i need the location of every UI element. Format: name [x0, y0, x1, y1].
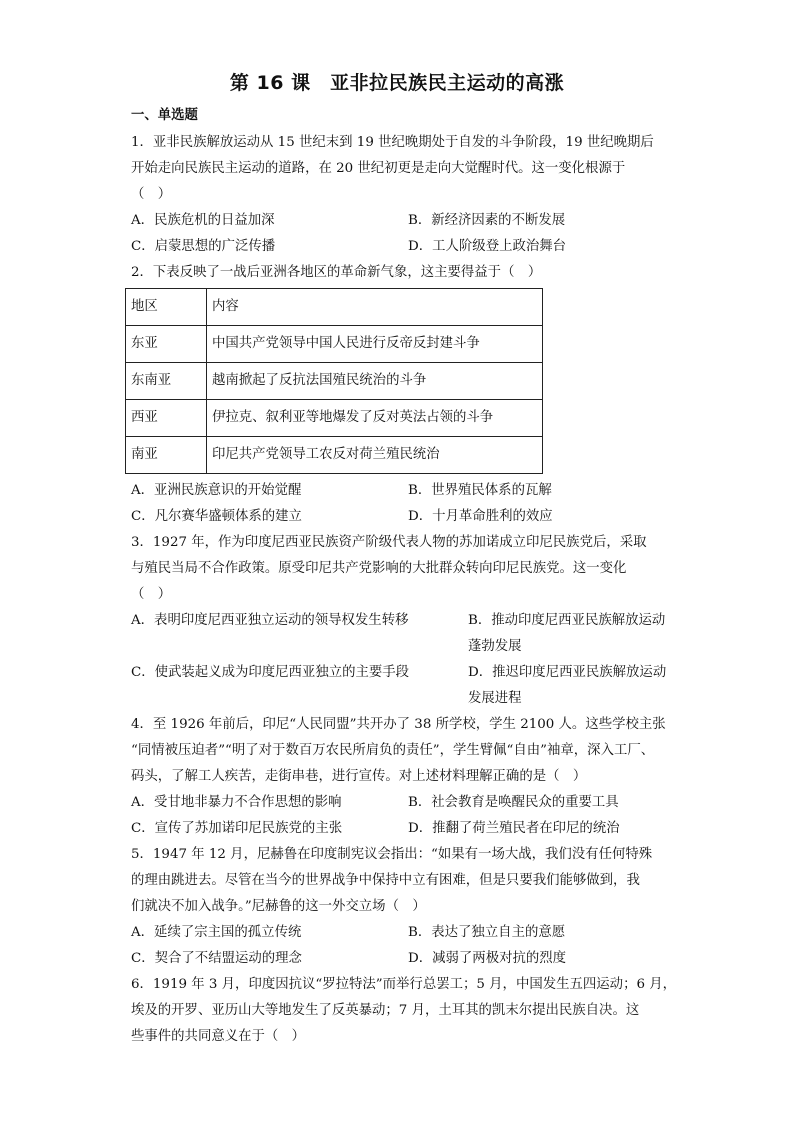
question-text-line: 们就决不加入战争。”尼赫鲁的这一外交立场（ ） [131, 899, 426, 914]
option-a: A．亚洲民族意识的开始觉醒 [131, 483, 302, 498]
section-heading: 一、单选题 [131, 108, 198, 123]
option-b: B．新经济因素的不断发展 [408, 213, 566, 228]
table-cell: 伊拉克、叙利亚等地爆发了反对英法占领的斗争 [207, 400, 543, 437]
option-d: D．工人阶级登上政治舞台 [408, 239, 567, 254]
table-row [126, 363, 543, 400]
table-row [126, 400, 543, 437]
table-row [126, 437, 543, 474]
question-text-line: 3．1927 年，作为印度尼西亚民族资产阶级代表人物的苏加诺成立印尼民族党后，采取 [131, 535, 647, 550]
option-d: D．推迟印度尼西亚民族解放运动发展进程 [468, 665, 667, 706]
option-c: C．宣传了苏加诺印尼民族党的主张 [131, 821, 343, 836]
question-text-line: 码头，了解工人疾苦，走街串巷，进行宣传。对上述材料理解正确的是（ ） [131, 769, 587, 784]
question-6 [131, 972, 677, 1050]
question-3 [131, 530, 671, 712]
question-text-line: （ ） [131, 187, 172, 202]
option-a: A．民族危机的日益加深 [131, 213, 275, 228]
option-b: B．推动印度尼西亚民族解放运动蓬勃发展 [468, 613, 666, 654]
question-text-line: 与殖民当局不合作政策。原受印尼共产党影响的大批群众转向印尼民族党。这一变化 [131, 561, 627, 576]
table-cell: 越南掀起了反抗法国殖民统治的斗争 [207, 363, 543, 400]
option-c: C．使武装起义成为印度尼西亚独立的主要手段 [131, 665, 410, 680]
region-table [125, 288, 543, 474]
option-d: D．十月革命胜利的效应 [408, 509, 553, 524]
question-text-line: 些事件的共同意义在于（ ） [131, 1029, 306, 1044]
question-text-line: 1．亚非民族解放运动从 15 世纪末到 19 世纪晚期处于自发的斗争阶段，19 世纪晚期后 [131, 135, 654, 150]
option-a: A．延续了宗主国的孤立传统 [131, 925, 302, 940]
answer-options [131, 208, 671, 260]
table-cell: 南亚 [126, 437, 207, 474]
table-cell: 西亚 [126, 400, 207, 437]
question-text-line: 6．1919 年 3 月，印度因抗议“罗拉特法”而举行总罢工；5 月，中国发生五四运动；6 月， [131, 977, 677, 992]
option-b: B．世界殖民体系的瓦解 [408, 483, 552, 498]
option-b: B．社会教育是唤醒民众的重要工具 [408, 795, 619, 810]
question-2 [131, 260, 671, 530]
table-header-row [126, 289, 543, 326]
question-text-line: 4．至 1926 年前后，印尼“人民同盟”共开办了 38 所学校，学生 2100 人。这些学校主张 [131, 717, 666, 732]
table-cell: 东亚 [126, 326, 207, 363]
option-d: D．推翻了荷兰殖民者在印尼的统治 [408, 821, 620, 836]
lesson-title: 第 16 课 亚非拉民族民主运动的高涨 [229, 72, 565, 94]
option-b: B．表达了独立自主的意愿 [408, 925, 566, 940]
answer-options [131, 608, 671, 712]
table-row [126, 326, 543, 363]
question-text-line: 5．1947 年 12 月，尼赫鲁在印度制宪议会指出：“如果有一场大战，我们没有任何特殊 [131, 847, 653, 862]
question-text-line: 的理由跳进去。尽管在当今的世界战争中保持中立有困难，但是只要我们能够做到，我 [131, 873, 640, 888]
answer-options [131, 478, 671, 530]
answer-options [131, 920, 671, 972]
table-header-cell: 地区 [126, 289, 207, 326]
question-text-line: 埃及的开罗、亚历山大等地发生了反英暴动；7 月，土耳其的凯末尔提出民族自决。这 [131, 1003, 640, 1018]
document-content [131, 106, 677, 1050]
option-c: C．凡尔赛华盛顿体系的建立 [131, 509, 302, 524]
table-header-cell: 内容 [207, 289, 543, 326]
question-1 [131, 130, 671, 260]
option-d: D．减弱了两极对抗的烈度 [408, 951, 567, 966]
table-cell: 东南亚 [126, 363, 207, 400]
question-text-line: “同情被压迫者”“明了对于数百万农民所肩负的责任”，学生臂佩“自由”袖章，深入工厂、 [131, 743, 655, 758]
question-4 [131, 712, 671, 842]
option-c: C．启蒙思想的广泛传播 [131, 239, 276, 254]
question-text-line: 开始走向民族民主运动的道路，在 20 世纪初更是走向大觉醒时代。这一变化根源于 [131, 161, 626, 176]
table-cell: 中国共产党领导中国人民进行反帝反封建斗争 [207, 326, 543, 363]
table-cell: 印尼共产党领导工农反对荷兰殖民统治 [207, 437, 543, 474]
option-c: C．契合了不结盟运动的理念 [131, 951, 302, 966]
question-text-line: 2．下表反映了一战后亚洲各地区的革命新气象，这主要得益于（ ） [131, 265, 542, 280]
question-5 [131, 842, 671, 972]
answer-options [131, 790, 671, 842]
question-text-line: （ ） [131, 587, 172, 602]
option-a: A．表明印度尼西亚独立运动的领导权发生转移 [131, 613, 409, 628]
option-a: A．受甘地非暴力不合作思想的影响 [131, 795, 342, 810]
